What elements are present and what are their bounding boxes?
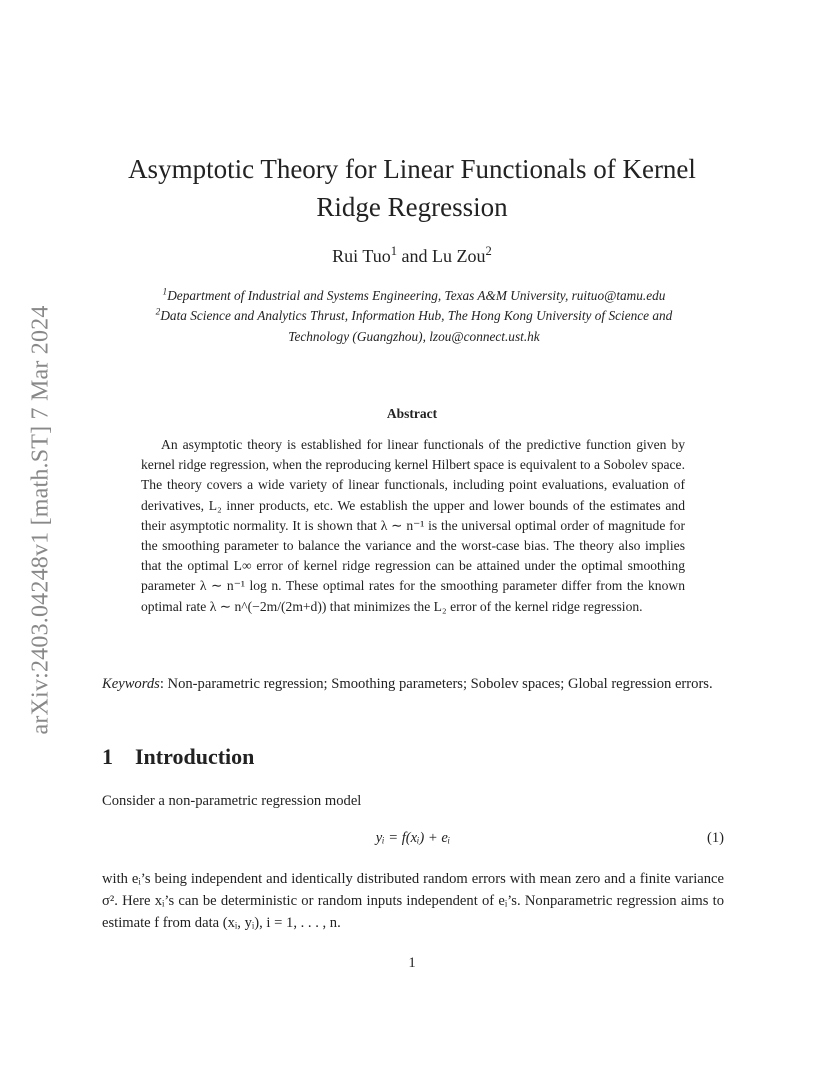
keywords-label: Keywords	[102, 676, 160, 692]
affiliation-2-text-line1: Data Science and Analytics Thrust, Information Hub, The Hong Kong University of Science and	[160, 308, 673, 323]
affiliation-2-text-line2: Technology (Guangzhou), lzou@connect.ust.hk	[288, 329, 540, 344]
arxiv-id: arXiv:2403.04248v1 [math.ST] 7 Mar 2024	[27, 305, 54, 735]
author-2-sup: 2	[485, 244, 492, 258]
affiliation-2	[96, 308, 732, 324]
keywords-text: : Non-parametric regression; Smoothing parameters; Sobolev spaces; Global regression errors.	[159, 676, 713, 692]
equation-text: yᵢ = f(xᵢ) + eᵢ	[375, 830, 451, 846]
affiliation-1	[96, 288, 732, 304]
section-number: 1	[102, 744, 113, 769]
title-line-2: Ridge Regression	[316, 192, 508, 222]
abstract-body	[141, 435, 685, 617]
author-1: Rui Tuo	[332, 246, 391, 266]
keywords	[102, 674, 724, 695]
authors-and: and	[397, 246, 433, 266]
paragraph-1: Consider a non-parametric regression model	[102, 793, 362, 809]
equation-number: (1)	[706, 830, 724, 846]
affiliation-2-line2	[96, 329, 732, 345]
affiliation-1-text: Department of Industrial and Systems Engineering, Texas A&M University, ruituo@tamu.edu	[167, 288, 666, 303]
section-heading	[102, 744, 254, 770]
title-line-1: Asymptotic Theory for Linear Functionals of Kernel	[128, 154, 696, 184]
paper-title	[110, 150, 714, 226]
author-1-sup: 1	[390, 244, 398, 258]
author-2: Lu Zou	[432, 246, 486, 266]
paragraph-2: with eᵢ’s being independent and identically distributed random errors with mean zero and a finite variance σ². Here xᵢ’s can be deterministic or random inputs independent of eᵢ’s. Nonparametric regression aims to estimate f from data (xᵢ, yᵢ), i = 1, . . . , n.	[102, 871, 724, 931]
abstract-heading: Abstract	[386, 406, 438, 421]
page-number: 1	[408, 955, 416, 971]
section-title: Introduction	[135, 744, 255, 769]
affiliation-2-sup: 2	[155, 307, 161, 318]
abstract-text: An asymptotic theory is established for linear functionals of the predictive function given by kernel ridge regression, when the reproducing kernel Hilbert space is equivalent to a Sobolev space. The theory covers a wide variety of linear functionals, including point evaluations, evaluation of derivatives, L₂ inner products, etc. We establish the upper and lower bounds of the estimates and their asymptotic normality. It is shown that λ ∼ n⁻¹ is the universal optimal order of magnitude for the smoothing parameter to balance the variance and the worst-case bias. The theory also implies that the optimal L∞ error of kernel ridge regression can be attained under the optimal smoothing parameter λ ∼ n⁻¹ log n. These optimal rates for the smoothing parameter differ from the known optimal rate λ ∼ n^(−2m/(2m+d)) that minimizes the L₂ error of the kernel ridge regression.	[141, 437, 685, 614]
affiliation-1-sup: 1	[162, 287, 168, 298]
authors	[110, 246, 714, 267]
